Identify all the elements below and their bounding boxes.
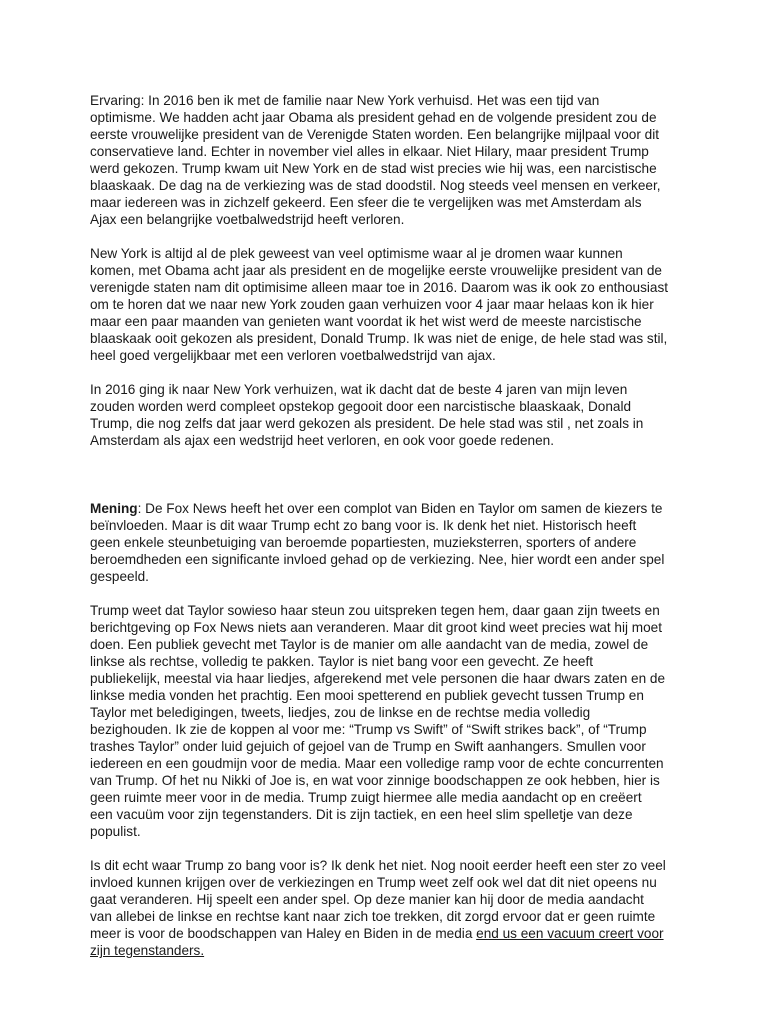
underlined-text: end us een vacuum creert voor zijn tegenstanders. xyxy=(90,926,664,958)
paragraph-spacer xyxy=(90,840,690,857)
mening-label: Mening xyxy=(90,501,138,516)
section-spacer xyxy=(90,449,690,500)
mening-intro-text: : De Fox News heeft het over een complot van Biden en Taylor om samen de kiezers te beïnvloeden. Maar is dit waar Trump echt zo bang voor is. Ik denk het niet. Historisch heeft geen enkele steunbetuiging van beroemde popartiesten, muzieksterren, sporters of andere beroemdheden een significante invloed gehad op de verkiezing. Nee, hier wordt een ander spel gespeeld. xyxy=(90,501,665,584)
mening-paragraph-3-text: Is dit echt waar Trump zo bang voor is? Ik denk het niet. Nog nooit eerder heeft een ster zo veel invloed kunnen krijgen over de verkiezingen en Trump weet zelf ook wel dat dit niet opeens nu gaat veranderen. Hij speelt een ander spel. Op deze manier kan hij door de media aandacht van allebei de linkse en rechtse kant naar zich toe trekken, dit zorgd ervoor dat er geen ruimte meer is voor de boodschappen van Haley en Biden in de media xyxy=(90,858,666,941)
ervaring-paragraph-1: Ervaring: In 2016 ben ik met de familie naar New York verhuisd. Het was een tijd van optimisme. We hadden acht jaar Obama als president gehad en de volgende president zou de eerste vrouwelijke president van de Verenigde Staten worden. Een belangrijke mijlpaal voor dit conservatieve land. Echter in november viel alles in elkaar. Niet Hilary, maar president Trump werd gekozen. Trump kwam uit New York en de stad wist precies wie hij was, een narcistische blaaskaak. De dag na de verkiezing was de stad doodstil. Nog steeds veel mensen en verkeer, maar iedereen was in zichzelf gekeerd. Een sfeer die te vergelijken was met Amsterdam als Ajax een belangrijke voetbalwedstrijd heeft verloren. xyxy=(90,93,661,227)
mening-paragraph-2: Trump weet dat Taylor sowieso haar steun zou uitspreken tegen hem, daar gaan zijn tweets en berichtgeving op Fox News niets aan veranderen. Maar dit groot kind weet precies wat hij moet doen. Een publiek gevecht met Taylor is de manier om alle aandacht van de media, zowel de linkse als rechtse, volledig te pakken. Taylor is niet bang voor een gevecht. Ze heeft publiekelijk, meestal via haar liedjes, afgerekend met vele personen die haar dwars zaten en de linkse media vonden het prachtig. Een mooi spetterend en publiek gevecht tussen Trump en Taylor met beledigingen, tweets, liedjes, zou de linkse en de rechtse media volledig bezighouden. Ik zie de koppen al voor me: “Trump vs Swift” of “Swift strikes back”, of “Trump trashes Taylor” onder luid gejuich of gejoel van de Trump en Swift aanhangers. Smullen voor iedereen en een goudmijn voor de media. Maar een volledige ramp voor de echte concurrenten van Trump. Of het nu Nikki of Joe is, en wat voor zinnige boodschappen ze ook hebben, hier is geen ruimte meer voor in de media. Trump zuigt hiermee alle media aandacht op en creëert een vacuüm voor zijn tegenstanders. Dit is zijn tactiek, en een heel slim spelletje van deze populist. xyxy=(90,603,666,839)
paragraph-spacer xyxy=(90,228,690,245)
mening-paragraph-1 xyxy=(90,500,690,585)
document-page xyxy=(90,92,690,959)
ervaring-paragraph-2: New York is altijd al de plek geweest van veel optimisme waar al je dromen waar kunnen komen, met Obama acht jaar als president en de mogelijke eerste vrouwelijke president van de verenigde staten nam dit optimisime alleen maar toe in 2016. Daarom was ik ook zo enthousiast om te horen dat we naar new York zouden gaan verhuizen voor 4 jaar maar helaas kon ik hier maar een paar maanden van genieten want voordat ik het wist werd de meeste narcistische blaaskaak ooit gekozen als president, Donald Trump. Ik was niet de enige, de hele stad was stil, heel goed vergelijkbaar met een verloren voetbalwedstrijd van ajax. xyxy=(90,246,669,363)
mening-paragraph-3 xyxy=(90,857,690,959)
paragraph-spacer xyxy=(90,585,690,602)
ervaring-paragraph-3: In 2016 ging ik naar New York verhuizen, wat ik dacht dat de beste 4 jaren van mijn leven zouden worden werd compleet opstekop gegooit door een narcistische blaaskaak, Donald Trump, die nog zelfs dat jaar werd gekozen als president. De hele stad was stil , net zoals in Amsterdam als ajax een wedstrijd heet verloren, en ook voor goede redenen. xyxy=(90,382,644,448)
paragraph-spacer xyxy=(90,364,690,381)
